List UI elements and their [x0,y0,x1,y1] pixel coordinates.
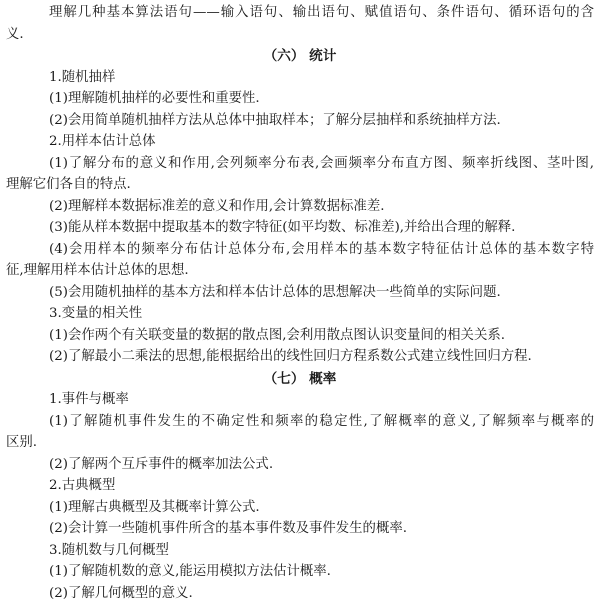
list-item: (1)了解随机数的意义,能运用模拟方法估计概率. [49,564,331,580]
list-item: (2)了解几何概型的意义. [49,586,193,601]
intro-line-2: 义. [6,26,24,42]
list-item: (1)了解随机事件发生的不确定性和频率的稳定性,了解概率的意义,了解频率与概率的 [49,413,594,429]
list-item: (1)理解古典概型及其概率计算公式. [49,499,260,515]
list-item: (4)会用样本的频率分布估计总体分布,会用样本的基本数字特征估计总体的基本数字特 [49,241,594,257]
list-item: (2)会用简单随机抽样方法从总体中抽取样本；了解分层抽样和系统抽样方法. [49,112,501,128]
subsection-title-random-sampling: 1.随机抽样 [49,69,116,85]
list-item-continuation: 征,理解用样本估计总体的思想. [6,263,189,279]
subsection-title-variable-correlation: 3.变量的相关性 [49,306,143,322]
list-item: (1)了解分布的意义和作用,会列频率分布表,会画频率分布直方图、频率折线图、茎叶图, [49,155,594,171]
list-item: (2)了解两个互斥事件的概率加法公式. [49,456,274,472]
intro-line-1: 理解几种基本算法语句——输入语句、输出语句、赋值语句、条件语句、循环语句的含 [49,5,594,20]
list-item: (5)会用随机抽样的基本方法和样本估计总体的思想解决一些简单的实际问题. [49,284,501,300]
subsection-title-events-probability: 1.事件与概率 [49,392,129,408]
list-item: (2)理解样本数据标准差的意义和作用,会计算数据标准差. [49,198,385,214]
list-item-continuation: 区别. [6,435,38,451]
subsection-title-sample-estimation: 2.用样本估计总体 [49,134,156,150]
list-item-continuation: 理解它们各自的特点. [6,177,131,193]
section-heading-probability: （七） 概率 [263,370,337,387]
list-item: (2)会计算一些随机事件所含的基本事件数及事件发生的概率. [49,521,407,537]
list-item: (1)会作两个有关联变量的数据的散点图,会利用散点图认识变量间的相关关系. [49,327,505,343]
subsection-title-classical-model: 2.古典概型 [49,478,116,494]
list-item: (2)了解最小二乘法的思想,能根据给出的线性回归方程系数公式建立线性回归方程. [49,349,532,365]
section-heading-statistics: （六） 统计 [263,48,337,65]
subsection-title-random-numbers-geometric: 3.随机数与几何概型 [49,542,169,558]
list-item: (3)能从样本数据中提取基本的数字特征(如平均数、标准差),并给出合理的解释. [49,220,516,236]
list-item: (1)理解随机抽样的必要性和重要性. [49,91,260,107]
